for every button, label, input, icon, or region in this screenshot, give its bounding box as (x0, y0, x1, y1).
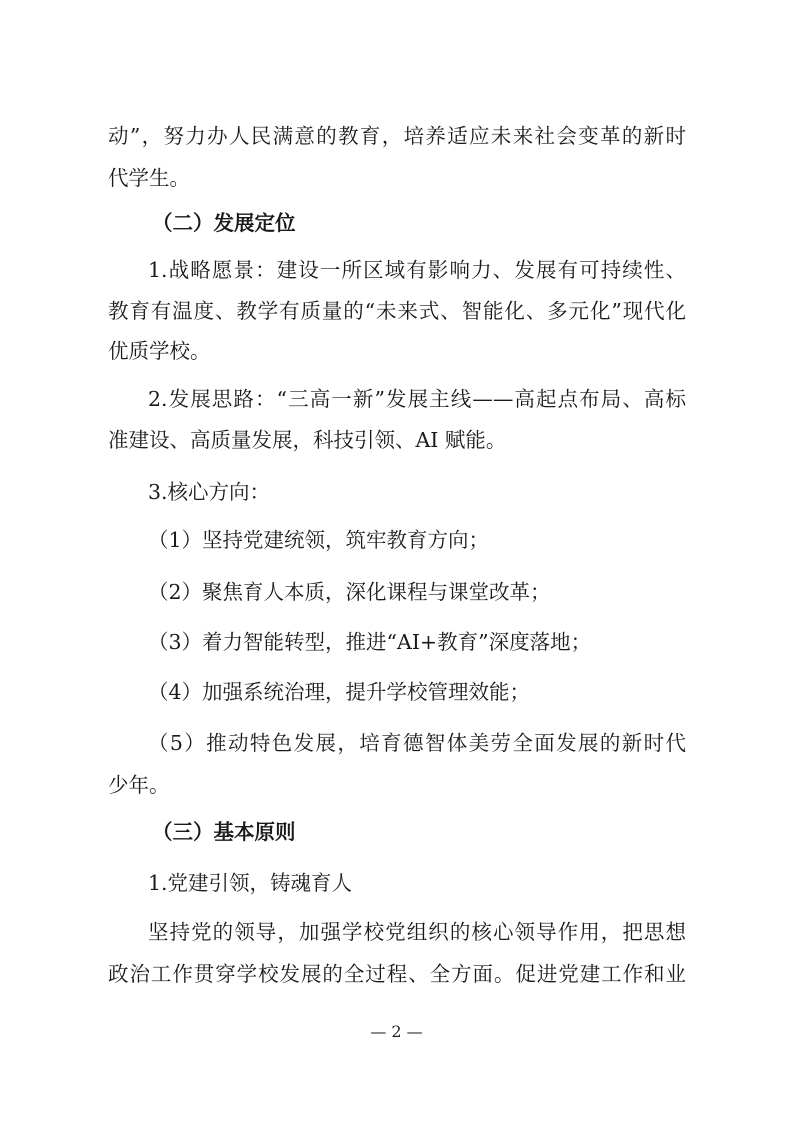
paragraph-line: 动”，努力办人民满意的教育，培养适应未来社会变革的新时 (108, 124, 686, 148)
list-item: （5）推动特色发展，培育德智体美劳全面发展的新时代 (148, 731, 686, 755)
list-item: （1）坚持党建统领，筑牢教育方向； (148, 528, 490, 552)
paragraph-line: 3.核心方向： (148, 480, 271, 504)
paragraph-line: 1.战略愿景：建设一所区域有影响力、发展有可持续性、 (148, 258, 686, 282)
list-item: （3）着力智能转型，推进“AI+教育”深度落地； (148, 630, 592, 654)
paragraph-line: 优质学校。 (108, 339, 211, 363)
list-item: （4）加强系统治理，提升学校管理效能； (148, 680, 531, 704)
list-item: （2）聚焦育人本质，深化课程与课堂改革； (148, 580, 551, 604)
paragraph-line: 政治工作贯穿学校发展的全过程、全方面。促进党建工作和业 (108, 962, 686, 986)
list-item-continuation: 少年。 (108, 773, 170, 797)
section-heading: （三）基本原则 (152, 820, 296, 844)
section-heading: （二）发展定位 (152, 211, 296, 235)
paragraph-line: 坚持党的领导，加强学校党组织的核心领导作用，把思想 (148, 920, 686, 944)
paragraph-line: 2.发展思路：“三高一新”发展主线——高起点布局、高标 (148, 387, 686, 411)
page-number: — 2 — (370, 1022, 423, 1041)
paragraph-line: 教育有温度、教学有质量的“未来式、智能化、多元化”现代化 (108, 299, 686, 323)
subheading: 1.党建引领，铸魂育人 (148, 871, 353, 895)
paragraph-line: 代学生。 (108, 166, 190, 190)
paragraph-line: 准建设、高质量发展，科技引领、AI 赋能。 (108, 428, 507, 452)
